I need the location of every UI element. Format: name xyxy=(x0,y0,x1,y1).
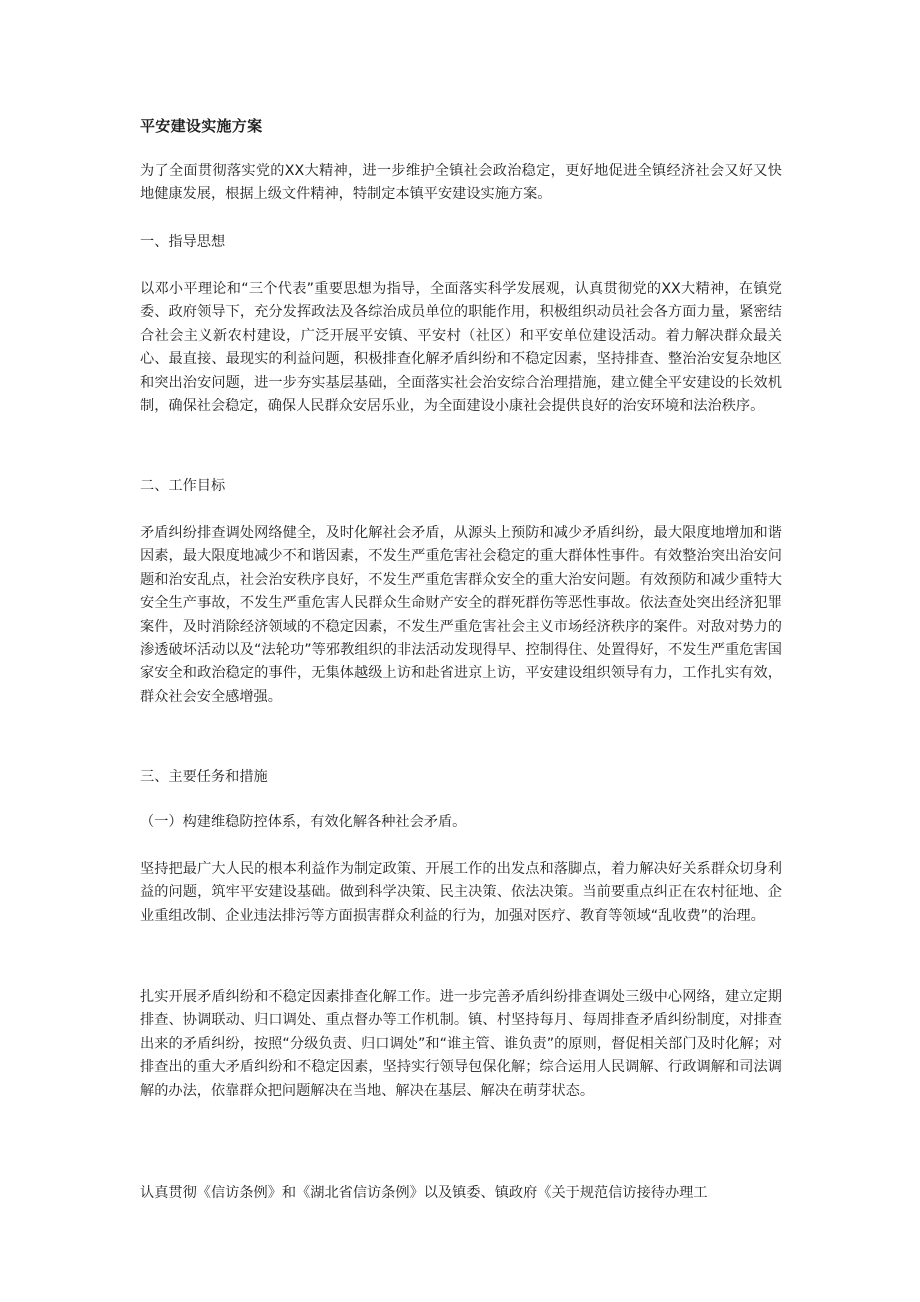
body-paragraph-dispute-investigation: 扎实开展矛盾纠纷和不稳定因素排查化解工作。进一步完善矛盾纠纷排查调处三级中心网络，建立定期排查、协调联动、归口调处、重点督办等工作机制。镇、村坚持每月、每周排查矛盾纠纷制度，对排查出来的矛盾纠纷，按照“分级负责、归口调处”和“谁主管、谁负责”的原则，督促相关部门及时化解；对排查出的重大矛盾纠纷和不稳定因素，坚持实行领导包保化解；综合运用人民调解、行政调解和司法调解的办法，依靠群众把问题解决在当地、解决在基层、解决在萌芽状态。 xyxy=(140,989,782,1099)
section-heading-tasks-measures: 三、主要任务和措施 xyxy=(140,769,268,785)
section-heading-guiding-ideology: 一、指导思想 xyxy=(140,234,226,250)
body-paragraph-people-interests: 坚持把最广大人民的根本利益作为制定政策、开展工作的出发点和落脚点，着力解决好关系群众切身利益的问题，筑牢平安建设基础。做到科学决策、民主决策、依法决策。当前要重点纠正在农村征地、企业重组改制、企业违法排污等方面损害群众利益的行为，加强对医疗、教育等领域“乱收费”的治理。 xyxy=(140,861,782,924)
subsection-heading-stability-system: （一）构建维稳防控体系，有效化解各种社会矛盾。 xyxy=(140,814,467,830)
intro-paragraph: 为了全面贯彻落实党的XX大精神，进一步维护全镇社会政治稳定，更好地促进全镇经济社会又好又快地健康发展，根据上级文件精神，特制定本镇平安建设实施方案。 xyxy=(140,163,782,203)
body-paragraph-petition-regulations: 认真贯彻《信访条例》和《湖北省信访条例》以及镇委、镇政府《关于规范信访接待办理工 xyxy=(140,1185,708,1201)
document-title: 平安建设实施方案 xyxy=(140,117,263,135)
section-body-guiding-ideology: 以邓小平理论和“三个代表”重要思想为指导，全面落实科学发展观，认真贯彻党的XX大精神，在镇党委、政府领导下，充分发挥政法及各综治成员单位的职能作用，积极组织动员社会各方面力量，紧密结合社会主义新农村建设，广泛开展平安镇、平安村（社区）和平安单位建设活动。着力解决群众最关心、最直接、最现实的利益问题，积极排查化解矛盾纠纷和不稳定因素，坚持排查、整治治安复杂地区和突出治安问题，进一步夯实基层基础，全面落实社会治安综合治理措施，建立健全平安建设的长效机制，确保社会稳定，确保人民群众安居乐业，为全面建设小康社会提供良好的治安环境和法治秩序。 xyxy=(140,281,782,415)
section-body-work-goals: 矛盾纠纷排查调处网络健全，及时化解社会矛盾，从源头上预防和减少矛盾纠纷，最大限度地增加和谐因素，最大限度地减少不和谐因素，不发生严重危害社会稳定的重大群体性事件。有效整治突出治安问题和治安乱点，社会治安秩序良好，不发生严重危害群众安全的重大治安问题。有效预防和减少重特大安全生产事故，不发生严重危害人民群众生命财产安全的群死群伤等恶性事故。依法查处突出经济犯罪案件，及时消除经济领域的不稳定因素，不发生严重危害社会主义市场经济秩序的案件。对敌对势力的渗透破坏活动以及“法轮功”等邪教组织的非法活动发现得早、控制得住、处置得好，不发生严重危害国家安全和政治稳定的事件，无集体越级上访和赴省进京上访，平安建设组织领导有力，工作扎实有效，群众社会安全感增强。 xyxy=(140,525,782,705)
section-heading-work-goals: 二、工作目标 xyxy=(140,478,226,494)
